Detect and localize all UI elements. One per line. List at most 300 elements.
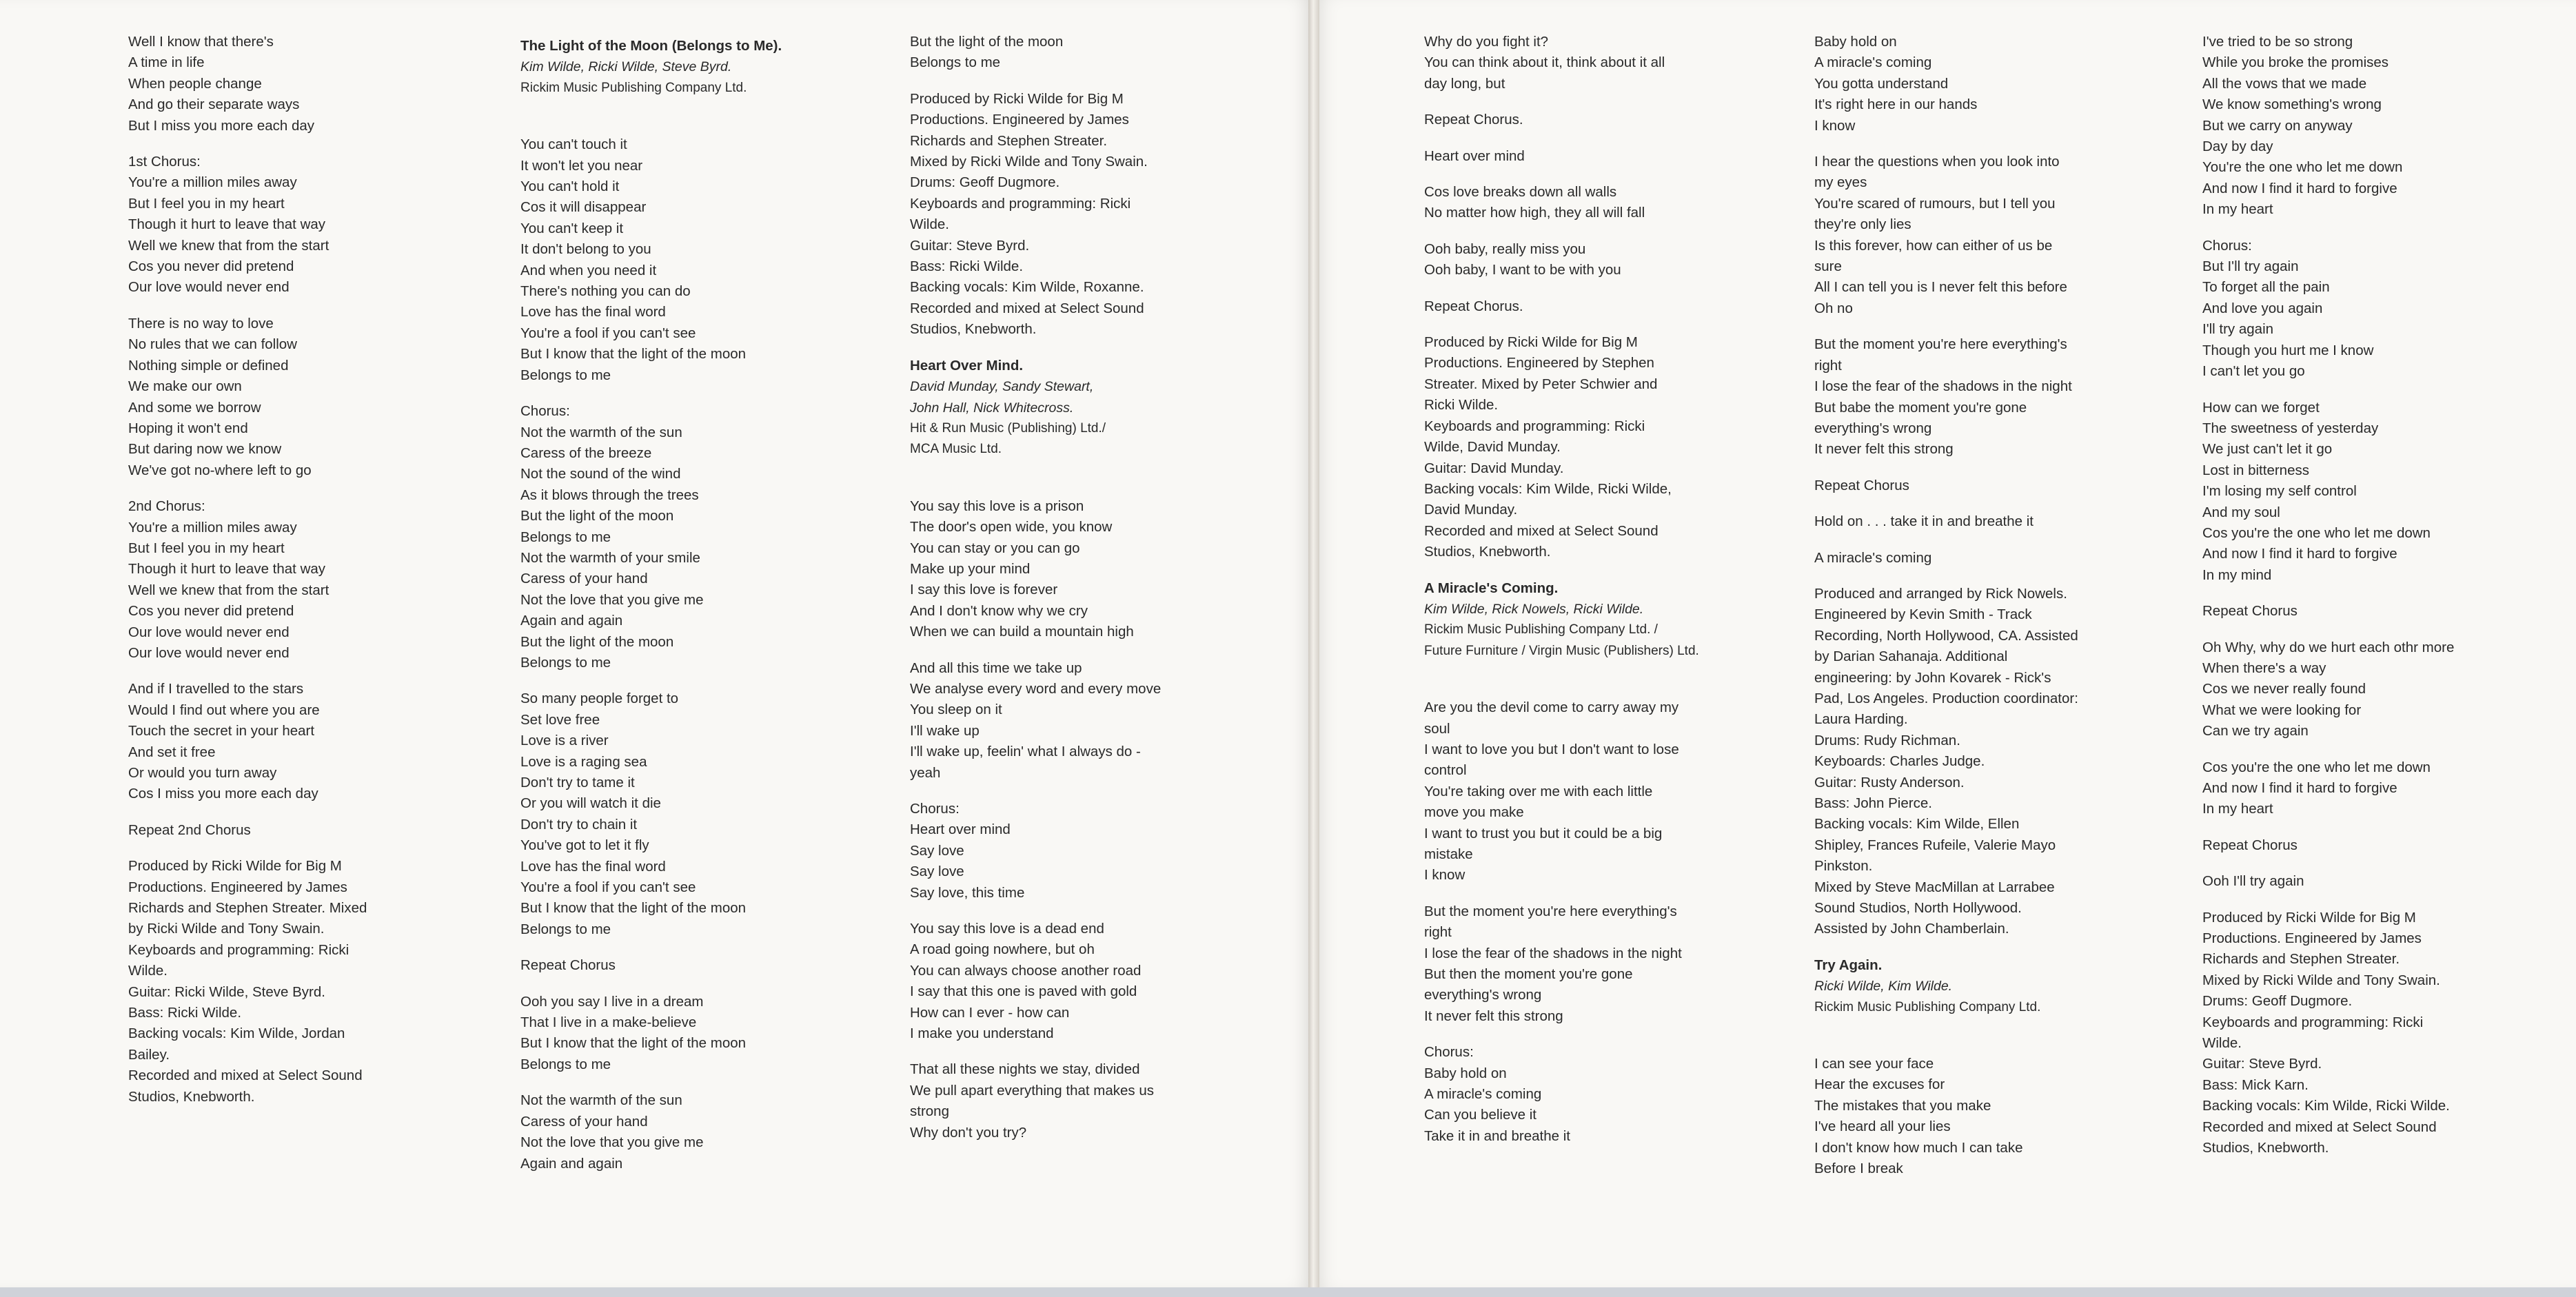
text-line: Or would you turn away — [128, 765, 277, 781]
text-line: But I know that the light of the moon — [520, 1035, 747, 1052]
lyrics-body — [910, 32, 1296, 340]
text-line: A miracle's coming — [1814, 54, 1932, 71]
text-line: Or you will watch it die — [520, 795, 661, 812]
text-line: And some we borrow — [128, 399, 261, 416]
text-line: mistake — [1424, 846, 1473, 862]
text-block — [1814, 476, 2200, 496]
lyrics-column-6 — [2202, 32, 2576, 1174]
text-line: And all this time we take up — [910, 660, 1082, 676]
text-line: Cos we never really found — [2202, 681, 2366, 697]
text-line: To forget all the pain — [2202, 279, 2330, 296]
text-line: Not the warmth of the sun — [520, 1092, 682, 1109]
text-line: But I feel you in my heart — [128, 195, 285, 212]
text-line: Keyboards and programming: Ricki — [128, 941, 349, 958]
text-line: Guitar: Ricki Wilde, Steve Byrd. — [128, 983, 325, 1000]
song-writers: David Munday, Sandy Stewart, — [910, 379, 1094, 395]
text-line: Keyboards and programming: Ricki — [2202, 1014, 2424, 1030]
text-line: engineering: by John Kovarek - Rick's — [1814, 669, 2051, 686]
song-publisher: Future Furniture / Virgin Music (Publishers) Ltd. — [1424, 643, 1699, 658]
text-line: It never felt this strong — [1424, 1008, 1563, 1024]
text-line: Guitar: Steve Byrd. — [910, 237, 1030, 254]
text-line: A time in life — [128, 54, 205, 71]
text-line: But the light of the moon — [520, 633, 674, 650]
text-line: everything's wrong — [1814, 420, 1932, 436]
text-block — [2202, 601, 2576, 622]
text-line: Assisted by John Chamberlain. — [1814, 921, 2009, 937]
text-line: Would I find out where you are — [128, 702, 320, 718]
text-line: Don't try to chain it — [520, 816, 638, 833]
text-line: Guitar: Rusty Anderson. — [1814, 774, 1965, 790]
text-line: I don't know how much I can take — [1814, 1139, 2023, 1156]
lyrics-body — [1814, 1054, 2200, 1179]
text-line: Belongs to me — [520, 921, 611, 937]
text-line: Cos it will disappear — [520, 199, 647, 216]
text-line: But I feel you in my heart — [128, 540, 285, 556]
text-line: Wilde. — [910, 216, 949, 233]
text-line: But then the moment you're gone — [1424, 966, 1633, 983]
text-line: Drums: Rudy Richman. — [1814, 732, 1960, 748]
text-line: Cos you never did pretend — [128, 603, 294, 620]
text-block — [1424, 110, 1810, 130]
text-line: You can think about it, think about it all — [1424, 54, 1665, 71]
text-line: Not the love that you give me — [520, 591, 704, 608]
text-line: Caress of your hand — [520, 1113, 648, 1130]
text-line: by Ricki Wilde and Tony Swain. — [128, 921, 325, 937]
song-header — [1814, 955, 2200, 1018]
text-line: Backing vocals: Kim Wilde, Ricki Wilde, — [1424, 480, 1672, 497]
text-line: Cos you never did pretend — [128, 258, 294, 275]
text-line: Studios, Knebworth. — [1424, 544, 1551, 560]
text-line: Ricki Wilde. — [1424, 397, 1499, 413]
text-line: I say this love is forever — [910, 582, 1058, 598]
text-line: Why don't you try? — [910, 1124, 1027, 1141]
text-line: Repeat Chorus. — [1424, 298, 1523, 314]
text-line: And I don't know why we cry — [910, 602, 1088, 619]
text-line: Nothing simple or defined — [128, 357, 289, 374]
text-line: Richards and Stephen Streater. — [2202, 951, 2400, 968]
text-line: I'll try again — [2202, 321, 2274, 338]
text-block — [1424, 1042, 1810, 1147]
text-line: No matter how high, they all will fall — [1424, 205, 1645, 221]
text-line: I hear the questions when you look into — [1814, 154, 2060, 170]
song-title: A Miracle's Coming. — [1424, 580, 1559, 596]
text-line: But I miss you more each day — [128, 117, 315, 134]
text-line: Wilde, David Munday. — [1424, 439, 1561, 456]
text-line: It don't belong to you — [520, 241, 651, 258]
text-line: Caress of your hand — [520, 571, 648, 587]
text-line: Again and again — [520, 1155, 623, 1172]
text-line: Not the sound of the wind — [520, 466, 681, 482]
text-block — [520, 688, 906, 940]
text-block — [128, 856, 514, 1107]
text-line: I lose the fear of the shadows in the night — [1424, 945, 1682, 961]
text-line: move you make — [1424, 804, 1524, 821]
text-line: A miracle's coming — [1814, 549, 1932, 566]
text-line: they're only lies — [1814, 216, 1911, 233]
text-line: But daring now we know — [128, 441, 282, 458]
text-line: my eyes — [1814, 174, 1867, 191]
text-line: Produced and arranged by Rick Nowels. — [1814, 585, 2067, 602]
text-line: We know something's wrong — [2202, 96, 2382, 113]
text-block — [1814, 334, 2200, 460]
text-line: Belongs to me — [520, 367, 611, 383]
text-line: And if I travelled to the stars — [128, 681, 304, 697]
text-line: You can't touch it — [520, 136, 627, 153]
text-line: Caress of the breeze — [520, 445, 652, 461]
text-block — [520, 992, 906, 1076]
text-block — [2202, 236, 2576, 382]
text-line: 1st Chorus: — [128, 154, 201, 170]
text-block — [1814, 1054, 2200, 1179]
song-writers: Kim Wilde, Ricki Wilde, Steve Byrd. — [520, 59, 732, 75]
text-block — [1814, 511, 2200, 532]
song-header — [1424, 578, 1810, 662]
text-line: Why do you fight it? — [1424, 34, 1549, 50]
text-line: But the moment you're here everything's — [1814, 336, 2067, 353]
text-block — [1814, 152, 2200, 319]
text-line: But the light of the moon — [910, 34, 1064, 50]
text-block — [1424, 32, 1810, 94]
text-line: In my mind — [2202, 566, 2272, 583]
song-title: Try Again. — [1814, 957, 1883, 973]
text-line: It won't let you near — [520, 157, 643, 174]
text-line: There's nothing you can do — [520, 283, 691, 300]
text-block — [128, 679, 514, 804]
text-line: Heart over mind — [910, 821, 1011, 838]
text-line: Drums: Geoff Dugmore. — [2202, 993, 2353, 1010]
text-line: Keyboards and programming: Ricki — [910, 195, 1131, 212]
text-line: Love has the final word — [520, 304, 666, 320]
text-block — [1424, 239, 1810, 281]
text-line: You sleep on it — [910, 702, 1002, 718]
text-line: Love is a river — [520, 733, 609, 749]
text-line: Repeat Chorus — [2202, 603, 2298, 620]
text-line: strong — [910, 1103, 949, 1120]
text-line: Before I break — [1814, 1161, 1903, 1177]
text-line: Belongs to me — [520, 654, 611, 671]
text-line: Pad, Los Angeles. Production coordinator: — [1814, 690, 2078, 706]
text-line: Our love would never end — [128, 279, 290, 296]
text-block — [910, 1059, 1296, 1143]
text-line: Though it hurt to leave that way — [128, 561, 326, 578]
text-line: Hold on . . . take it in and breathe it — [1814, 513, 2034, 530]
text-line: Though it hurt to leave that way — [128, 216, 326, 233]
text-line: Hear the excuses for — [1814, 1076, 1945, 1093]
text-line: Can we try again — [2202, 723, 2309, 739]
text-line: You can't hold it — [520, 178, 620, 195]
text-block — [520, 955, 906, 976]
text-line: But I'll try again — [2202, 258, 2299, 275]
text-line: That all these nights we stay, divided — [910, 1061, 1140, 1078]
text-block — [128, 32, 514, 136]
text-line: Belongs to me — [520, 1056, 611, 1072]
text-line: Though you hurt me I know — [2202, 342, 2374, 358]
text-line: Not the warmth of the sun — [520, 424, 682, 440]
text-line: But the light of the moon — [520, 508, 674, 524]
lyrics-body — [1424, 32, 1810, 563]
text-block — [2202, 757, 2576, 820]
text-line: And love you again — [2202, 300, 2323, 316]
text-block — [910, 89, 1296, 340]
text-line: Lost in bitterness — [2202, 462, 2309, 478]
text-block — [1814, 584, 2200, 940]
text-line: Baby hold on — [1814, 34, 1897, 50]
text-line: Engineered by Kevin Smith - Track — [1814, 606, 2032, 623]
text-line: Backing vocals: Kim Wilde, Ellen — [1814, 816, 2020, 833]
text-line: Cos love breaks down all walls — [1424, 184, 1617, 201]
text-block — [2202, 908, 2576, 1159]
text-line: Oh Why, why do we hurt each othr more — [2202, 639, 2455, 655]
text-line: Produced by Ricki Wilde for Big M — [910, 90, 1124, 107]
text-line: yeah — [910, 764, 941, 781]
text-line: But babe the moment you're gone — [1814, 399, 2027, 416]
text-line: You can't keep it — [520, 220, 624, 236]
text-line: Don't try to tame it — [520, 775, 635, 790]
text-line: We make our own — [128, 378, 242, 395]
text-line: When there's a way — [2202, 660, 2326, 676]
text-line: Wilde. — [2202, 1035, 2242, 1052]
text-line: And now I find it hard to forgive — [2202, 780, 2397, 796]
text-line: Take it in and breathe it — [1424, 1127, 1570, 1144]
text-line: You say this love is a dead end — [910, 921, 1104, 937]
text-line: Repeat 2nd Chorus — [128, 821, 251, 838]
text-line: Make up your mind — [910, 560, 1031, 577]
text-line: No rules that we can follow — [128, 336, 297, 353]
text-line: Recording, North Hollywood, CA. Assisted — [1814, 627, 2078, 644]
text-line: I'll wake up, feelin' what I always do - — [910, 744, 1141, 760]
text-line: I want to trust you but it could be a big — [1424, 825, 1663, 841]
text-line: We pull apart everything that makes us — [910, 1082, 1154, 1099]
text-line: I'm losing my self control — [2202, 483, 2357, 500]
text-line: Guitar: David Munday. — [1424, 460, 1564, 476]
text-line: Ooh baby, I want to be with you — [1424, 262, 1621, 278]
text-line: Cos you're the one who let me down — [2202, 759, 2431, 775]
text-line: Day by day — [2202, 139, 2273, 155]
text-line: I say that this one is paved with gold — [910, 983, 1137, 1000]
text-line: Is this forever, how can either of us be — [1814, 237, 2053, 254]
text-block — [1424, 296, 1810, 317]
text-line: Studios, Knebworth. — [910, 321, 1037, 338]
text-line: Laura Harding. — [1814, 711, 1908, 728]
text-line: You're a fool if you can't see — [520, 325, 696, 341]
lyrics-column-5 — [1814, 32, 2200, 1195]
text-line: Repeat Chorus. — [1424, 112, 1523, 128]
text-line: All the vows that we made — [2202, 75, 2367, 92]
text-block — [1424, 697, 1810, 886]
text-line: When we can build a mountain high — [910, 624, 1134, 640]
text-line: everything's wrong — [1424, 987, 1542, 1003]
text-line: You say this love is a prison — [910, 498, 1084, 514]
text-block — [1814, 32, 2200, 136]
text-line: I've heard all your lies — [1814, 1119, 1951, 1135]
song-title: The Light of the Moon (Belongs to Me). — [520, 38, 782, 54]
lyrics-column-2 — [520, 32, 906, 1189]
text-line: As it blows through the trees — [520, 487, 699, 503]
text-line: Repeat Chorus — [2202, 837, 2298, 853]
text-line: Bass: Ricki Wilde. — [910, 258, 1024, 275]
text-line: right — [1814, 357, 1842, 374]
text-line: soul — [1424, 720, 1450, 737]
text-block — [1424, 332, 1810, 562]
text-line: A road going nowhere, but oh — [910, 941, 1095, 958]
text-block — [128, 314, 514, 481]
text-line: sure — [1814, 258, 1842, 275]
text-line: What we were looking for — [2202, 702, 2362, 718]
text-line: The sweetness of yesterday — [2202, 420, 2379, 436]
text-line: Shipley, Frances Rufeile, Valerie Mayo — [1814, 837, 2056, 853]
text-line: Mixed by Steve MacMillan at Larrabee — [1814, 879, 2055, 895]
text-line: Recorded and mixed at Select Sound — [128, 1068, 363, 1084]
text-line: Productions. Engineered by James — [2202, 930, 2422, 947]
text-line: Well we knew that from the start — [128, 237, 329, 254]
text-line: But the moment you're here everything's — [1424, 903, 1677, 919]
lyrics-column-1 — [128, 32, 514, 1123]
lyrics-body — [520, 134, 906, 1174]
text-line: You can stay or you can go — [910, 540, 1080, 556]
text-line: Not the love that you give me — [520, 1134, 704, 1151]
text-block — [910, 32, 1296, 74]
text-block — [1424, 901, 1810, 1027]
text-block — [1424, 146, 1810, 167]
text-line: You're a million miles away — [128, 519, 297, 535]
text-line: I lose the fear of the shadows in the night — [1814, 378, 2072, 395]
text-line: Chorus: — [520, 403, 570, 420]
text-block — [520, 1090, 906, 1174]
text-line: Backing vocals: Kim Wilde, Jordan — [128, 1025, 345, 1042]
text-block — [2202, 398, 2576, 586]
lyrics-body — [910, 496, 1296, 1143]
text-line: So many people forget to — [520, 691, 679, 707]
text-line: Bass: Mick Karn. — [2202, 1076, 2309, 1093]
text-line: Are you the devil come to carry away my — [1424, 699, 1679, 716]
text-line: But I know that the light of the moon — [520, 346, 747, 362]
text-line: Richards and Stephen Streater. Mixed — [128, 900, 367, 917]
text-line: by Darian Sahanaja. Additional — [1814, 648, 2008, 665]
text-line: Say love, this time — [910, 884, 1025, 901]
text-line: The mistakes that you make — [1814, 1097, 1991, 1114]
text-line: Bass: Ricki Wilde. — [128, 1005, 242, 1021]
text-line: Cos you're the one who let me down — [2202, 524, 2431, 541]
text-line: Bailey. — [128, 1046, 170, 1063]
song-title: Heart Over Mind. — [910, 357, 1024, 374]
text-line: You're the one who let me down — [2202, 159, 2403, 176]
text-line: Ooh baby, really miss you — [1424, 241, 1586, 257]
song-publisher: Hit & Run Music (Publishing) Ltd./ — [910, 420, 1106, 436]
song-header — [910, 356, 1296, 460]
text-line: I know — [1814, 117, 1856, 134]
text-line: Mixed by Ricki Wilde and Tony Swain. — [2202, 972, 2440, 988]
text-line: Love is a raging sea — [520, 753, 647, 770]
text-line: You're a million miles away — [128, 174, 297, 191]
text-block — [1814, 548, 2200, 569]
text-line: Recorded and mixed at Select Sound — [2202, 1119, 2437, 1135]
text-line: Mixed by Ricki Wilde and Tony Swain. — [910, 154, 1148, 170]
text-line: Baby hold on — [1424, 1065, 1507, 1081]
lyrics-body — [1814, 32, 2200, 940]
text-block — [2202, 637, 2576, 742]
text-line: Repeat Chorus — [1814, 477, 1909, 493]
text-line: Studios, Knebworth. — [128, 1088, 255, 1105]
text-line: Drums: Geoff Dugmore. — [910, 174, 1060, 191]
text-line: Love has the final word — [520, 858, 666, 875]
text-line: I make you understand — [910, 1025, 1054, 1042]
text-line: We just can't let it go — [2202, 441, 2333, 458]
song-header — [520, 36, 906, 99]
text-line: A miracle's coming — [1424, 1086, 1542, 1103]
text-line: You gotta understand — [1814, 75, 1949, 92]
text-line: That I live in a make-believe — [520, 1014, 697, 1031]
text-line: Ooh I'll try again — [2202, 873, 2304, 890]
text-block — [1424, 182, 1810, 224]
text-block — [910, 496, 1296, 643]
text-line: Wilde. — [128, 963, 168, 979]
text-block — [128, 820, 514, 841]
text-line: Studios, Knebworth. — [2202, 1140, 2329, 1156]
text-line: In my heart — [2202, 801, 2273, 817]
text-line: Ooh you say I live in a dream — [520, 993, 704, 1010]
song-writers: Kim Wilde, Rick Nowels, Ricki Wilde. — [1424, 601, 1644, 617]
text-line: control — [1424, 762, 1467, 779]
song-publisher: Rickim Music Publishing Company Ltd. — [520, 80, 747, 95]
text-block — [910, 799, 1296, 903]
text-line: I can see your face — [1814, 1056, 1934, 1072]
text-block — [520, 401, 906, 673]
text-line: Productions. Engineered by James — [128, 879, 347, 895]
text-line: Hoping it won't end — [128, 420, 248, 436]
text-line: It's right here in our hands — [1814, 96, 1978, 113]
text-block — [128, 152, 514, 298]
text-line: Pinkston. — [1814, 858, 1873, 875]
text-line: right — [1424, 924, 1452, 941]
text-line: Backing vocals: Kim Wilde, Roxanne. — [910, 279, 1144, 296]
text-line: And set it free — [128, 744, 216, 760]
song-publisher: Rickim Music Publishing Company Ltd. — [1814, 999, 2041, 1014]
text-line: Touch the secret in your heart — [128, 723, 315, 739]
text-line: In my heart — [2202, 201, 2273, 218]
text-line: The door's open wide, you know — [910, 519, 1113, 535]
text-line: You can always choose another road — [910, 962, 1142, 979]
text-line: You're taking over me with each little — [1424, 783, 1653, 799]
text-line: Keyboards: Charles Judge. — [1814, 753, 1985, 770]
scan-bottom-edge — [0, 1287, 2576, 1297]
text-line: David Munday. — [1424, 502, 1518, 518]
text-line: You're a fool if you can't see — [520, 879, 696, 896]
text-line: Backing vocals: Kim Wilde, Ricki Wilde. — [2202, 1098, 2450, 1114]
text-line: Not the warmth of your smile — [520, 549, 700, 566]
text-line: You're scared of rumours, but I tell you — [1814, 195, 2056, 212]
text-line: Produced by Ricki Wilde for Big M — [2202, 909, 2416, 926]
text-block — [520, 134, 906, 386]
lyrics-column-3 — [910, 32, 1296, 1158]
text-line: And when you need it — [520, 262, 657, 278]
text-line: But we carry on anyway — [2202, 117, 2353, 134]
text-line: Chorus: — [1424, 1044, 1474, 1061]
text-line: 2nd Chorus: — [128, 498, 205, 515]
text-line: Repeat Chorus — [520, 957, 616, 974]
text-line: Belongs to me — [910, 54, 1001, 71]
text-line: And now I find it hard to forgive — [2202, 180, 2397, 196]
text-line: We've got no-where left to go — [128, 462, 312, 478]
text-line: Belongs to me — [520, 529, 611, 545]
text-line: We analyse every word and every move — [910, 680, 1162, 697]
text-line: Produced by Ricki Wilde for Big M — [1424, 334, 1638, 351]
text-line: Set love free — [520, 711, 600, 728]
text-line: Our love would never end — [128, 644, 290, 661]
text-line: Oh no — [1814, 300, 1853, 316]
text-line: Productions. Engineered by James — [910, 112, 1129, 128]
text-block — [2202, 871, 2576, 892]
text-line: Again and again — [520, 613, 623, 629]
